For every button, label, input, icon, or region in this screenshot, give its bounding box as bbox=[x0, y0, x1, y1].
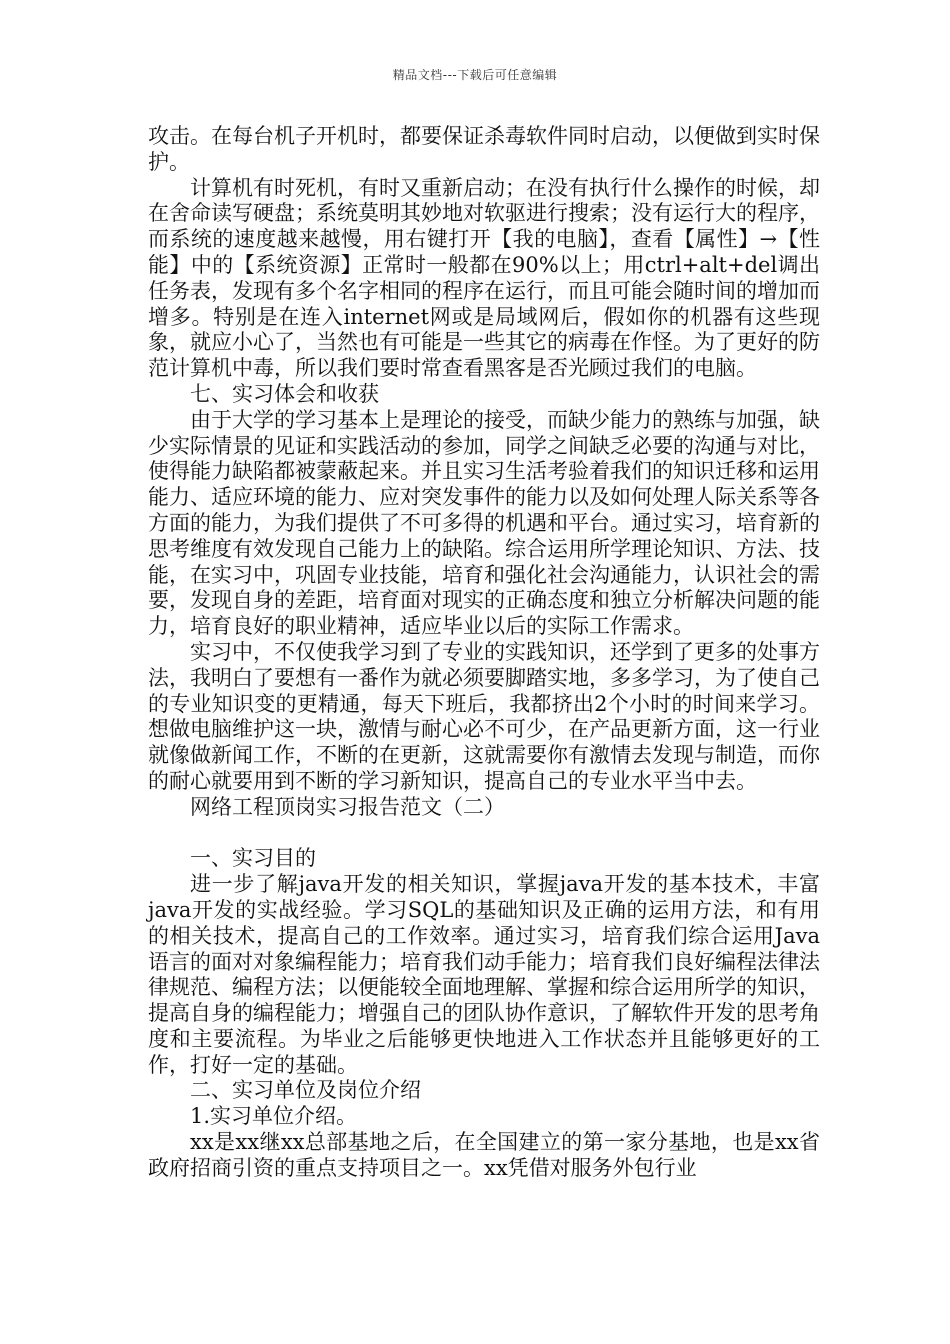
paragraph: 攻击。在每台机子开机时，都要保证杀毒软件同时启动，以便做到实时保护。 bbox=[148, 124, 820, 174]
subsection-heading: 1.实习单位介绍。 bbox=[190, 1104, 358, 1129]
section-heading: 二、实习单位及岗位介绍 bbox=[190, 1078, 421, 1103]
paragraph: xx是xx继xx总部基地之后，在全国建立的第一家分基地，也是xx省政府招商引资的重点支持项目之一。xx凭借对服务外包行业 bbox=[148, 1130, 820, 1180]
paragraph: 实习中，不仅使我学习到了专业的实践知识，还学到了更多的处事方法，我明白了要想有一番作为就必须要脚踏实地，多多学习，为了使自己的专业知识变的更精通，每天下班后，我都挤出2个小时的时间来学习。想做电脑维护这一块，激情与耐心必不可少，在产品更新方面，这一行业就像做新闻工作，不断的在更新，这就需要你有激情去发现与制造，而你的耐心就要用到不断的学习新知识，提高自己的专业水平当中去。 bbox=[148, 639, 820, 793]
paragraph: 进一步了解java开发的相关知识，掌握java开发的基本技术，丰富java开发的实战经验。学习SQL的基础知识及正确的运用方法，和有用的相关技术，提高自己的工作效率。通过实习，培育我们综合运用Java语言的面对对象编程能力；培育我们动手能力；培育我们良好编程法律法律规范、编程方法；以便能较全面地理解、掌握和综合运用所学的知识，提高自身的编程能力；增强自己的团队协作意识，了解软件开发的思考角度和主要流程。为毕业之后能够更快地进入工作状态并且能够更好的工作，打好一定的基础。 bbox=[148, 872, 820, 1077]
page-header: 精品文档---下载后可任意编辑 bbox=[392, 68, 558, 82]
paragraph: 由于大学的学习基本上是理论的接受，而缺少能力的熟练与加强，缺少实际情景的见证和实践活动的参加，同学之间缺乏必要的沟通与对比，使得能力缺陷都被蒙蔽起来。并且实习生活考验着我们的知识迁移和运用能力、适应环境的能力、应对突发事件的能力以及如何处理人际关系等各方面的能力，为我们提供了不可多得的机遇和平台。通过实习，培育新的思考维度有效发现自己能力上的缺陷。综合运用所学理论知识、方法、技能，在实习中，巩固专业技能，培育和强化社会沟通能力，认识社会的需要，发现自身的差距，培育面对现实的正确态度和独立分析解决问题的能力，培育良好的职业精神，适应毕业以后的实际工作需求。 bbox=[148, 407, 820, 639]
paragraph: 计算机有时死机，有时又重新启动；在没有执行什么操作的时候，却在舍命读写硬盘；系统莫明其妙地对软驱进行搜索；没有运行大的程序，而系统的速度越来越慢，用右键打开【我的电脑】，查看【属性】→【性能】中的【系统资源】正常时一般都在90%以上；用ctrl+alt+del调出任务表，发现有多个名字相同的程序在运行，而且可能会随时间的增加而增多。特别是在连入internet网或是局域网后，假如你的机器有这些现象，就应小心了，当然也有可能是一些其它的病毒在作怪。为了更好的防范计算机中毒，所以我们要时常查看黑客是否光顾过我们的电脑。 bbox=[148, 175, 820, 381]
document-title: 网络工程顶岗实习报告范文（二） bbox=[190, 794, 505, 819]
section-heading: 一、实习目的 bbox=[190, 846, 316, 871]
section-heading: 七、实习体会和收获 bbox=[190, 381, 379, 406]
blank-line bbox=[148, 821, 820, 847]
document-body bbox=[148, 124, 820, 1182]
